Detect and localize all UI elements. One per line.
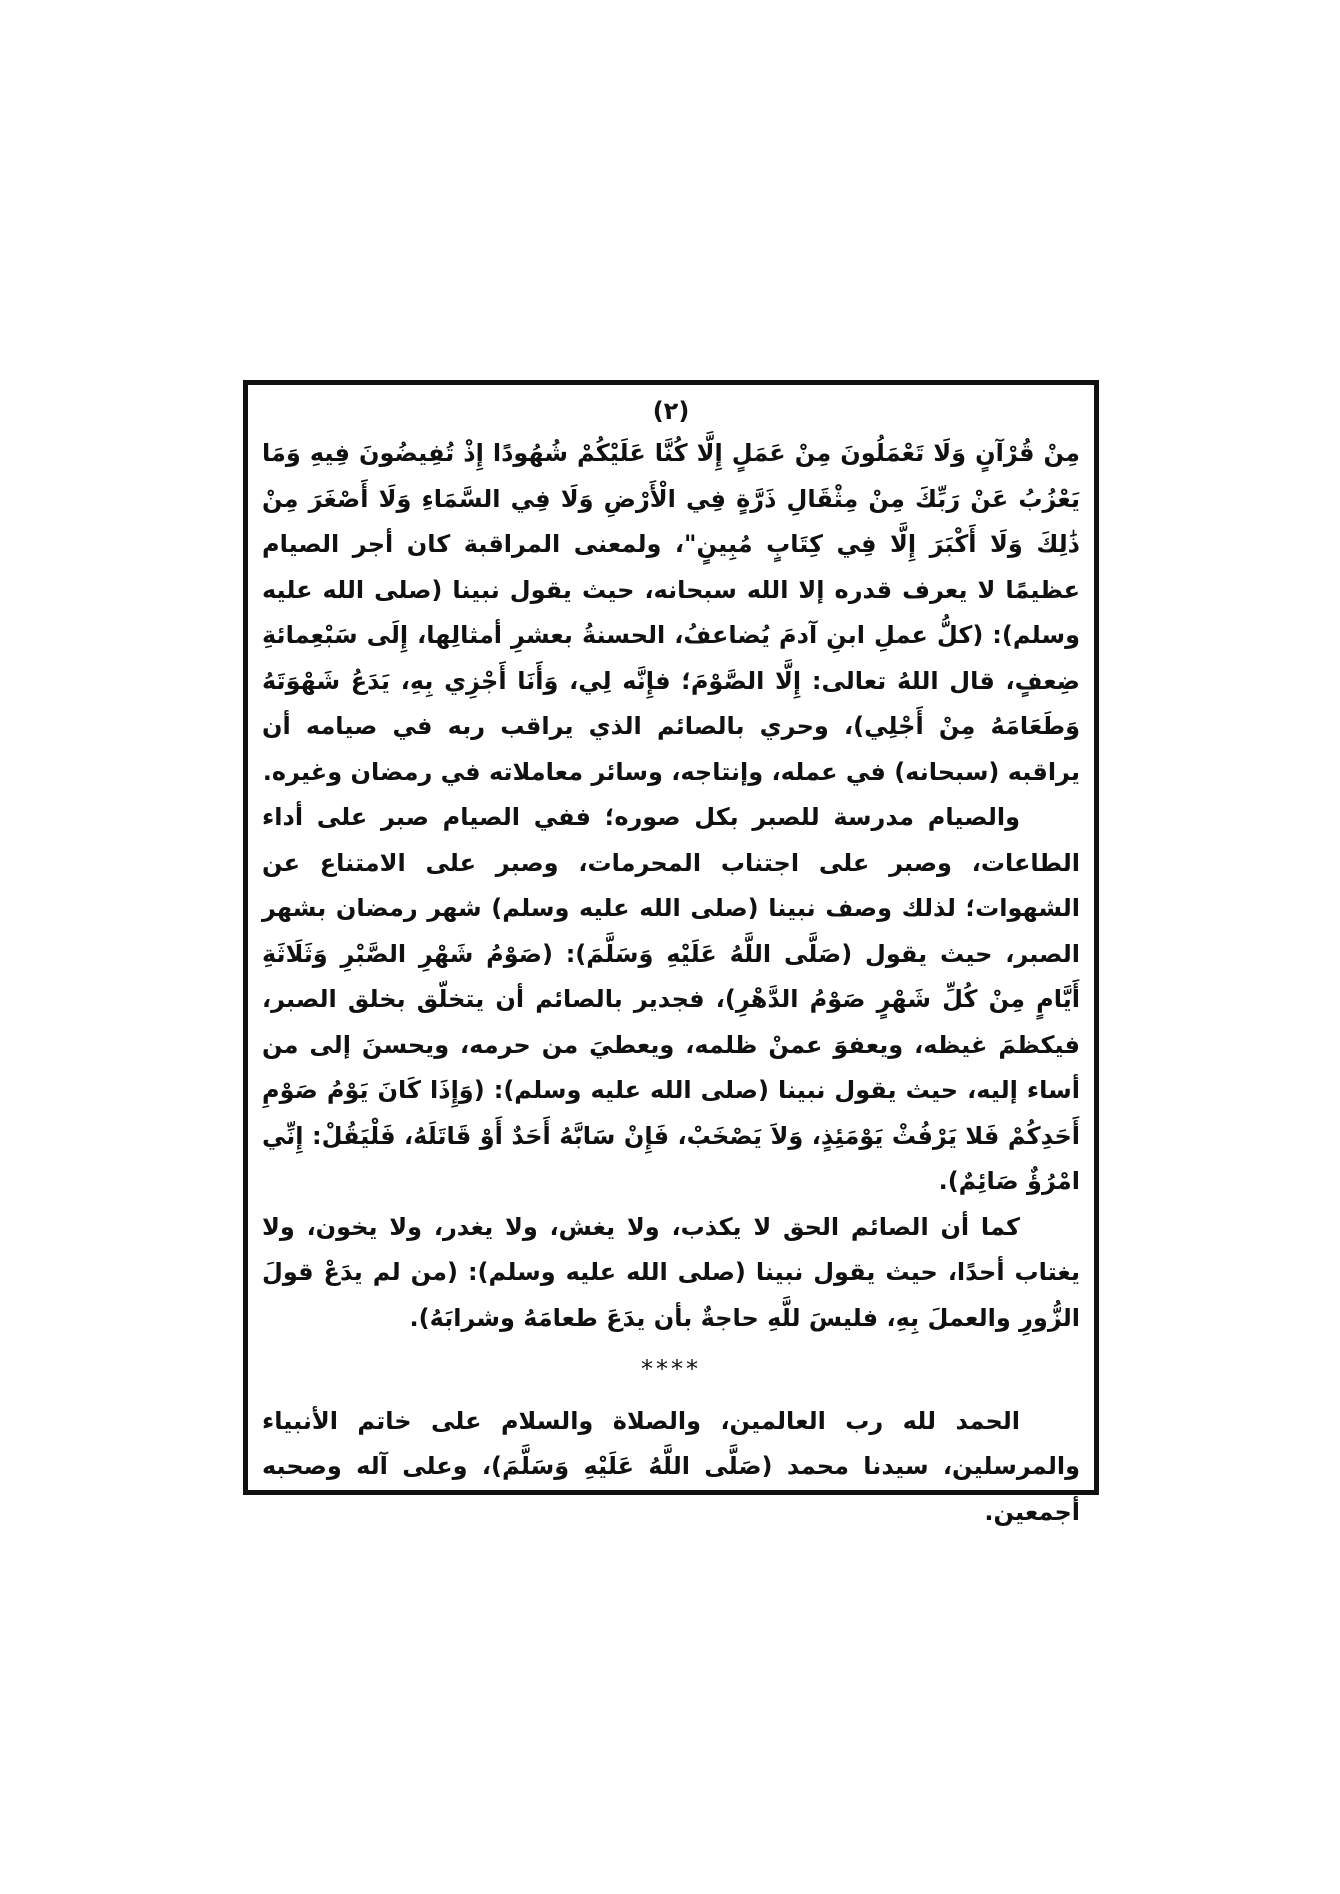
section-separator: **** xyxy=(641,1355,701,1383)
paragraph-2: والصيام مدرسة للصبر بكل صوره؛ ففي الصيام صبر على أداء الطاعات، وصبر على اجتناب المحرمات، وصبر على الامتناع عن الشهوات؛ لذلك وصف نبينا (صلى الله عليه وسلم) شهر رمضان بشهر الصبر، حيث يقول (صَلَّى اللَّهُ عَلَيْهِ وَسَلَّمَ): (صَوْمُ شَهْرِ الصَّبْرِ وَثَلَاثَةِ أَيَّامٍ مِنْ كُلِّ شَهْرٍ صَوْمُ الدَّهْرِ)، فجدير بالصائم أن يتخلّق بخلق الصبر، فيكظمَ غيظه، ويعفوَ عمنْ ظلمه، ويعطيَ من حرمه، ويحسنَ إلى من أساء إليه، حيث يقول نبينا (صلى الله عليه وسلم): (وَإِذَا كَانَ يَوْمُ صَوْمِ أَحَدِكُمْ فَلا يَرْفُثْ يَوْمَئِذٍ، وَلاَ يَصْخَبْ، فَإِنْ سَابَّهُ أَحَدٌ أَوْ قَاتَلَهُ، فَلْيَقُلْ: إِنِّي امْرُؤٌ صَائِمٌ). xyxy=(262,803,1080,1195)
page-content xyxy=(262,391,1080,1526)
page-frame xyxy=(243,380,1099,1526)
paragraph-1: مِنْ قُرْآنٍ وَلَا تَعْمَلُونَ مِنْ عَمَلٍ إِلَّا كُنَّا عَلَيْكُمْ شُهُودًا إِذْ تُفِيضُونَ فِيهِ وَمَا يَعْزُبُ عَنْ رَبِّكَ مِنْ مِثْقَالِ ذَرَّةٍ فِي الْأَرْضِ وَلَا فِي السَّمَاءِ وَلَا أَصْغَرَ مِنْ ذَٰلِكَ وَلَا أَكْبَرَ إِلَّا فِي كِتَابٍ مُبِينٍ"، ولمعنى المراقبة كان أجر الصيام عظيمًا لا يعرف قدره إلا الله سبحانه، حيث يقول نبينا (صلى الله عليه وسلم): (كلُّ عملِ ابنِ آدمَ يُضاعفُ، الحسنةُ بعشرِ أمثالِها، إِلَى سَبْعِمائةِ ضِعفٍ، قال اللهُ تعالى: إِلَّا الصَّوْمَ؛ فإِنَّه لِي، وَأَنَا أَجْزِي بِهِ، يَدَعُ شَهْوَتَهُ وَطَعَامَهُ مِنْ أَجْلِي)، وحري بالصائم الذي يراقب ربه في صيامه أن يراقبه (سبحانه) في عمله، وإنتاجه، وسائر معاملاته في رمضان وغيره. xyxy=(262,439,1080,786)
paragraph-3: كما أن الصائم الحق لا يكذب، ولا يغش، ولا يغدر، ولا يخون، ولا يغتاب أحدًا، حيث يقول نبينا (صلى الله عليه وسلم): (من لم يدَعْ قولَ الزُّورِ والعملَ بِهِ، فليسَ للَّهِ حاجةٌ بأن يدَعَ طعامَهُ وشرابَهُ). xyxy=(262,1212,1080,1332)
page-number: (٢) xyxy=(652,397,690,425)
closing-paragraph: الحمد لله رب العالمين، والصلاة والسلام على خاتم الأنبياء والمرسلين، سيدنا محمد (صَلَّى اللَّهُ عَلَيْهِ وَسَلَّمَ)، وعلى آله وصحبه أجمعين. xyxy=(262,1406,1080,1526)
